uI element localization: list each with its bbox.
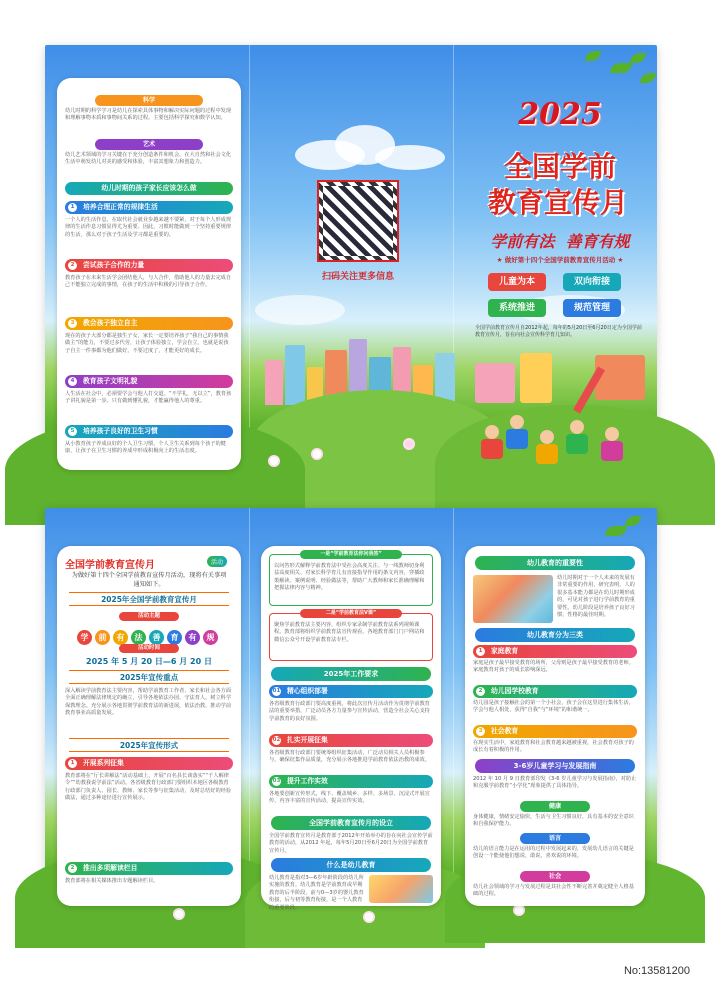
- flower: [405, 440, 413, 448]
- time-label: 活动时间: [119, 644, 179, 653]
- theme-char: 有: [113, 630, 128, 645]
- art-text: 幼儿艺术领域的学习关键在于充分创造条件和机会，在大自然和社会文化生活中萌发幼儿对美的感受和体验，丰富其想象力和创造力。: [65, 152, 232, 166]
- what-text: 幼儿教育是指对3—6岁年龄阶段的幼儿所实施的教育。幼儿教育是学前教育或早期教育的后半阶段，前与0—3岁的婴儿教育衔接，后与初等教育衔接，是一个人教育的重要阶段。: [269, 875, 364, 911]
- tip-title: 尝试孩子合作的力量: [83, 261, 145, 269]
- flower: [515, 906, 523, 914]
- theme-char: 有: [185, 630, 200, 645]
- section-label-art: 艺术: [95, 139, 203, 150]
- what-heading: 什么是幼儿教育: [271, 858, 431, 872]
- type-2: 2 幼儿园学校教育: [473, 685, 637, 698]
- cover-activity: ★ 做好第十四个全国学前教育宣传月活动 ★: [496, 256, 624, 264]
- cover-tag: 双向衔接: [563, 273, 621, 291]
- tip-text: 现在的孩子大部分都是独生子女，家长一定要培养孩子“我自己的事情我做主”的能力，不要过多代劳，让孩子体验独立，学会自立，也就是说孩子自主一件事都为他们做好，不要过度了，才能更好的成长。: [65, 333, 229, 354]
- panel-card-inside-left: [57, 546, 241, 906]
- tip-number: 2: [68, 261, 77, 270]
- cover-tag: 系统推进: [488, 299, 546, 317]
- form-item-2: 2 推出多项解读栏目: [65, 862, 233, 875]
- tree-leaf: [625, 516, 641, 526]
- type-text: 家庭是孩子最早接受教育的场所，父母则是孩子最早接受教育的老师。家庭教育对孩子的成长影响深远。: [473, 660, 634, 674]
- requirement-2: 02 扎实开展征集: [269, 734, 433, 747]
- flower: [175, 910, 183, 918]
- classroom-photo: [369, 875, 433, 903]
- info-box-label: 二是“学前教育法V课”: [300, 609, 402, 618]
- science-text: 幼儿时期的科学学习是幼儿在探索具体事物和解决实际问题的过程中发现和理解事物本质和事物间关系的过程。主要包括科学探究和数学认知。: [65, 108, 232, 122]
- type-1: 1 家庭教育: [473, 645, 637, 658]
- domain-text: 幼儿社会领域的学习与发展过程是其社会性不断完善并奠定健全人格基础的过程。: [473, 884, 634, 898]
- panel-card-inside-right: [465, 546, 645, 906]
- kids-playground-illustration: [465, 345, 655, 475]
- brochure-outside: [45, 45, 657, 483]
- tip-5: [65, 425, 233, 438]
- tip-number: 1: [68, 203, 77, 212]
- section-label-science: 科学: [95, 95, 203, 106]
- type-title: 社会教育: [491, 727, 519, 735]
- form-item-title: 推出多项解读栏目: [83, 864, 138, 872]
- focus-heading: 2025年宣传重点: [69, 670, 229, 684]
- form-heading: 2025年宣传形式: [69, 738, 229, 752]
- info-box-text: 聚焦学前教育法主要内容，组织专家录制学前教育法系列视频课程。教育部将组织学前教育法宣传观看，各地教育部门门户网站和微信公众号开设学前教育法专栏。: [274, 622, 425, 643]
- slogan-part: 善育有规: [565, 232, 630, 251]
- theme-heading: 2025年全国学前教育宣传月: [69, 592, 229, 606]
- requirement-1: 01 精心组织部署: [269, 685, 433, 698]
- guide-text: 2012 年 10 月 9 日教育部印发《3-6 岁儿童学习与发展指南》，对防止和克服学前教育“小学化”现象提供了具体指导。: [473, 776, 637, 790]
- domain-label-language: 语言: [520, 833, 590, 844]
- tip-3: [65, 317, 233, 330]
- qr-caption: 扫码关注更多信息: [321, 272, 394, 282]
- parents-heading: 幼儿时期的孩子家长应该怎么做: [65, 182, 233, 195]
- requirement-title: 提升工作实效: [287, 777, 328, 785]
- tip-number: 4: [68, 377, 77, 386]
- time-value: 2025 年 5 月 20 日—6 月 20 日: [86, 657, 212, 666]
- info-box-label: 一是“学前教育法你问我答”: [300, 550, 402, 559]
- tip-text: 教育孩子在未来生活学会团结他人，与人合作，借助他人的力量去完成自己不能独立完成的事情，在孩子的生活中积极的引导孩子合作。: [65, 275, 232, 289]
- flower: [270, 457, 278, 465]
- domain-text: 幼儿的语言能力是在运用的过程中发展起来的，发展幼儿语言的关键是创设一个能使他们想说、敢说、喜欢说的环境。: [473, 846, 634, 860]
- type-text: 在现实生活中，家庭教育和社会教育越来越被重视，社会教育对孩子的成长有着积极的作用。: [473, 740, 634, 754]
- tree-leaf: [630, 53, 646, 63]
- tip-title: 培养孩子良好的卫生习惯: [83, 427, 158, 435]
- cover-tag: 儿童为本: [488, 273, 546, 291]
- guide-heading: 3-6岁儿童学习与发展指南: [475, 759, 635, 773]
- type-text: 幼儿园是孩子接触社会的第一个小社会，孩子会在这里进行集体生活，学会与他人相处，获得“自我”与“环境”的和谐统一。: [473, 700, 634, 714]
- tip-text: 一个人的生活作息，在取代社会就业步越来越不要紧，对于每个人形成规律的生活作息习惯显得尤为重要。因此，习惯时能做到一个坚持重要规律的生活，那么对于孩子生活及学习都是重要的。: [65, 217, 232, 238]
- panel-card-left: [57, 78, 241, 470]
- info-box-text: 以问答形式解释学前教育法中受社会高度关注、与一线教师切身利益高度相关、对家长科学育儿有直接指导作用的条文内容，穿插政策解读、案例说明、经验做法等，帮助广大教师和家长准确理解和把握法律内容与精神。: [274, 563, 425, 592]
- tip-1: [65, 201, 233, 214]
- tip-text: 人生活在社会中，必须要学会与他人打交道。“不学礼，无以立”，教育孩子讲礼貌是第一步。只有做到懂礼貌，才能赢得他人的尊重。: [65, 391, 232, 405]
- inside-title: 全国学前教育宣传月: [65, 560, 155, 571]
- origin-text: 全国学前教育宣传月是教育部于2012年开始举办的旨在向社会宣传学前教育的活动，从2012 年起，每年5月20日至6月20日为全国学前教育宣传月。: [269, 833, 433, 854]
- requirement-text: 各省级教育行政部门要统筹组织征集活动，广泛动员相关人员积极参与，确保征集作品质量，充分展示各地推进学前教育依法治教的成效。: [269, 750, 430, 764]
- tip-number: 3: [68, 319, 77, 328]
- requirement-text: 各地要创新宣传形式，线下、覆盖城乡、多样、多场景、沉浸式开展宣传，内容丰富的宣传活动，提高宣传实效。: [269, 791, 430, 805]
- cover-title-line1: 全国学前: [503, 150, 616, 183]
- info-box-1: [269, 551, 433, 606]
- tip-text: 从小教育孩子养成良好的个人卫生习惯，个人卫生关系到每个孩子的健康，让孩子在卫生习惯的养成中形成积极向上的生活态度。: [65, 441, 226, 455]
- tip-title: 教育孩子文明礼貌: [83, 377, 138, 385]
- type-title: 幼儿园学校教育: [491, 687, 539, 695]
- tip-number: 5: [68, 427, 77, 436]
- theme-char: 规: [203, 630, 218, 645]
- domain-text: 身体健康，情绪安定愉快，生活与卫生习惯良好，具有基本的安全意识和自我保护能力。: [473, 814, 634, 828]
- cover-tag: 规范管理: [563, 299, 621, 317]
- children-photo: [473, 575, 553, 623]
- importance-heading: 幼儿教育的重要性: [475, 556, 635, 570]
- theme-char: 学: [77, 630, 92, 645]
- theme-label: 活动主题: [119, 612, 179, 621]
- domain-label-society: 社会: [520, 871, 590, 882]
- theme-char: 法: [131, 630, 146, 645]
- fold-line: [453, 508, 454, 928]
- theme-char: 育: [167, 630, 182, 645]
- type-title: 家庭教育: [491, 647, 519, 655]
- info-box-2: [269, 610, 433, 661]
- tree-leaf: [585, 51, 601, 61]
- theme-char: 善: [149, 630, 164, 645]
- qr-code[interactable]: [317, 180, 399, 262]
- domain-label-health: 健康: [520, 801, 590, 812]
- cover-title-line2: 教育宣传月: [487, 186, 628, 219]
- form-item-1: 1 开展系列征集: [65, 757, 233, 770]
- form-item-text: 教育部将在“厅长讲解法”活动基础上，开展“百名县长谈落实”“千人解律令”“幼教我说学前法”活动。各省级教育行政部门要组织本地区各级教育行政部门负责人、园长、教师、家长等参与征集活动，及时总结好的经验做法，通过多种途径进行宣传展示。: [65, 773, 232, 802]
- tree-leaf: [610, 63, 632, 73]
- tip-4: [65, 375, 233, 388]
- image-number: No:13581200: [623, 965, 690, 977]
- theme-chars: [77, 625, 227, 645]
- tree-leaf: [640, 73, 656, 83]
- form-item-text: 教育部将在相关媒体推出专题解读栏目。: [65, 878, 159, 884]
- type-3: 3 社会教育: [473, 725, 637, 738]
- origin-heading: 全国学前教育宣传月的设立: [271, 816, 431, 830]
- types-heading: 幼儿教育分为三类: [475, 628, 635, 642]
- requirement-title: 精心组织部署: [287, 687, 328, 695]
- requirement-title: 扎实开展征集: [287, 736, 328, 744]
- cover-intro: 全国学前教育宣传月自2012年起，每年的5月20日至6月20日定为全国学前教育宣传月，旨在向社会宣传科学育儿知识。: [475, 325, 642, 338]
- slogan-part: 学前有法: [490, 232, 555, 251]
- cloud: [375, 145, 445, 170]
- flower: [313, 450, 321, 458]
- tree-leaf: [605, 526, 627, 536]
- tip-2: [65, 259, 233, 272]
- focus-text: 深入解读学前教育法主要内容，帮助学前教育工作者、家长和社会各方面全面正确理解法律规定的确立，引导各地依法办园、守法育人，树立科学保教理念。充分展示各地贯彻学前教育法的新进展，依法治教，推动学前教育事业高质量发展。: [65, 688, 232, 717]
- tip-title: 培养合理正常的规律生活: [83, 203, 158, 211]
- inside-title-badge: 活动: [207, 556, 227, 567]
- requirement-3: 03 提升工作实效: [269, 775, 433, 788]
- cover-year: 2025: [518, 97, 602, 132]
- fold-line: [249, 45, 250, 483]
- requirements-heading: 2025年工作要求: [271, 667, 431, 681]
- inside-intro: 为做好第十四个全国学前教育宣传月活动，现将有关事项通知如下。: [71, 572, 227, 588]
- tip-title: 教会孩子独立自主: [83, 319, 138, 327]
- importance-text: 幼儿时期对于一个人未来的发展有非常重要的作用，研究表明，人的很多基本能力都是在幼儿时期形成的，可见对孩子进行学前教育的重要性。幼儿阶段是培养孩子良好习惯、性格的最佳时期。: [557, 575, 635, 619]
- flower: [365, 913, 373, 921]
- cloud: [255, 295, 345, 325]
- brochure-inside: [45, 508, 657, 928]
- form-item-title: 开展系列征集: [83, 759, 124, 767]
- cover-slogan: [470, 229, 650, 252]
- requirement-text: 各省级教育行政部门要高度重视，将此次宣传月活动作为贯彻学前教育法的重要举措，广泛动员各方力量参与宣传活动，营造全社会关心支持学前教育的良好氛围。: [269, 701, 430, 722]
- theme-char: 前: [95, 630, 110, 645]
- panel-card-inside-middle: [261, 546, 441, 911]
